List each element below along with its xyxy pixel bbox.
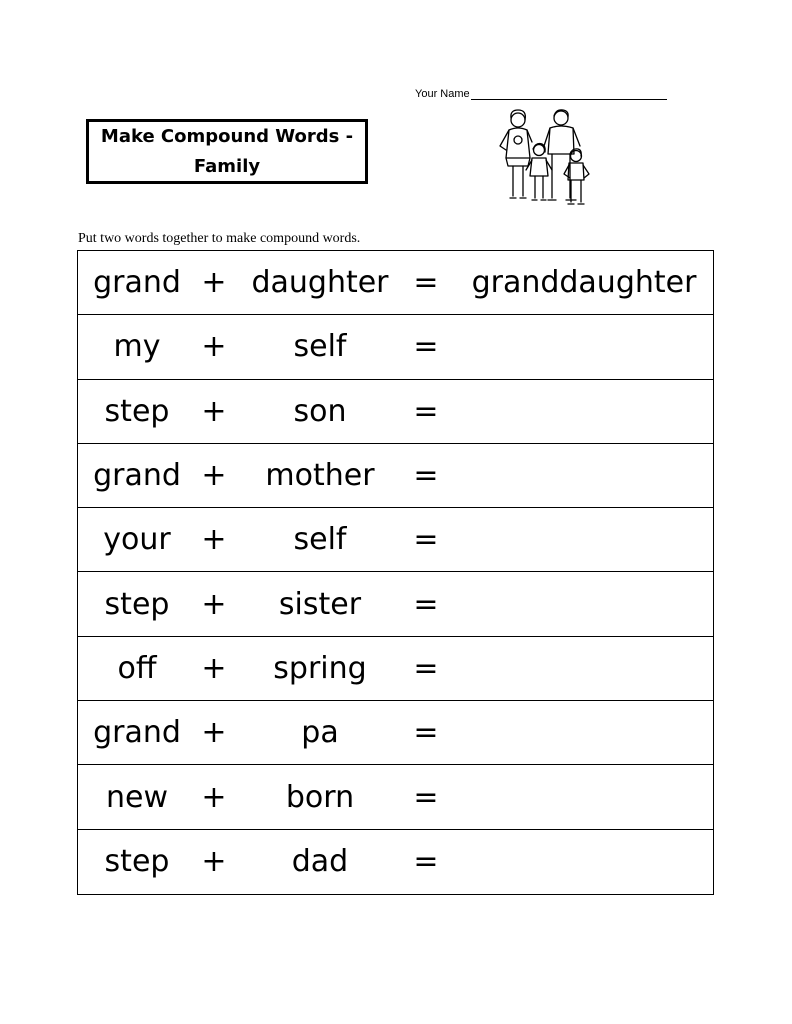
title-line-1: Make Compound Words - bbox=[100, 125, 354, 147]
answer-field[interactable] bbox=[464, 765, 704, 828]
first-word: off bbox=[117, 650, 157, 686]
equals-sign: = bbox=[413, 779, 439, 815]
plus-sign: + bbox=[201, 650, 227, 686]
second-word: pa bbox=[301, 715, 339, 751]
first-word: grand bbox=[93, 458, 181, 494]
table-row bbox=[78, 444, 713, 508]
table-row bbox=[78, 251, 713, 315]
second-word: sister bbox=[278, 586, 362, 622]
equals-sign: = bbox=[413, 522, 439, 558]
title-line-2: Family bbox=[193, 155, 261, 177]
first-word: my bbox=[113, 329, 161, 365]
second-word: mother bbox=[265, 458, 375, 494]
plus-sign: + bbox=[201, 586, 227, 622]
second-word: daughter bbox=[251, 265, 389, 301]
plus-sign: + bbox=[201, 715, 227, 751]
family-illustration-icon bbox=[486, 106, 596, 210]
plus-sign: + bbox=[201, 522, 227, 558]
first-word: step bbox=[104, 586, 170, 622]
table-row bbox=[78, 637, 713, 701]
answer-field[interactable] bbox=[464, 701, 704, 764]
your-name-field bbox=[415, 87, 667, 100]
table-row bbox=[78, 765, 713, 829]
plus-sign: + bbox=[201, 265, 227, 301]
answer-field[interactable] bbox=[464, 444, 704, 507]
first-word: grand bbox=[93, 265, 181, 301]
second-word: son bbox=[293, 393, 347, 429]
your-name-label: Your Name bbox=[415, 88, 470, 100]
equals-sign: = bbox=[413, 650, 439, 686]
first-word: your bbox=[103, 522, 171, 558]
answer-field[interactable] bbox=[464, 830, 704, 894]
first-word: new bbox=[105, 779, 168, 815]
answer-field[interactable] bbox=[464, 315, 704, 378]
second-word: self bbox=[293, 522, 347, 558]
equals-sign: = bbox=[413, 393, 439, 429]
second-word: dad bbox=[291, 844, 349, 880]
answer-field[interactable] bbox=[464, 380, 704, 443]
answer-field[interactable]: granddaughter bbox=[471, 265, 697, 301]
second-word: spring bbox=[273, 650, 367, 686]
instructions-text: Put two words together to make compound words. bbox=[78, 231, 361, 246]
plus-sign: + bbox=[201, 844, 227, 880]
answer-field[interactable] bbox=[464, 637, 704, 700]
table-row bbox=[78, 830, 713, 894]
plus-sign: + bbox=[201, 458, 227, 494]
plus-sign: + bbox=[201, 329, 227, 365]
table-row bbox=[78, 315, 713, 379]
first-word: grand bbox=[93, 715, 181, 751]
equals-sign: = bbox=[413, 265, 439, 301]
equals-sign: = bbox=[413, 586, 439, 622]
first-word: step bbox=[104, 844, 170, 880]
plus-sign: + bbox=[201, 393, 227, 429]
equals-sign: = bbox=[413, 329, 439, 365]
table-row bbox=[78, 572, 713, 636]
worksheet-title bbox=[86, 119, 368, 184]
answer-field[interactable] bbox=[464, 508, 704, 571]
your-name-blank[interactable] bbox=[471, 87, 667, 100]
second-word: born bbox=[285, 779, 355, 815]
first-word: step bbox=[104, 393, 170, 429]
table-row bbox=[78, 508, 713, 572]
answer-field[interactable] bbox=[464, 572, 704, 635]
second-word: self bbox=[293, 329, 347, 365]
plus-sign: + bbox=[201, 779, 227, 815]
table-row bbox=[78, 701, 713, 765]
equals-sign: = bbox=[413, 844, 439, 880]
equals-sign: = bbox=[413, 715, 439, 751]
table-row bbox=[78, 380, 713, 444]
equals-sign: = bbox=[413, 458, 439, 494]
compound-words-table bbox=[77, 250, 714, 895]
